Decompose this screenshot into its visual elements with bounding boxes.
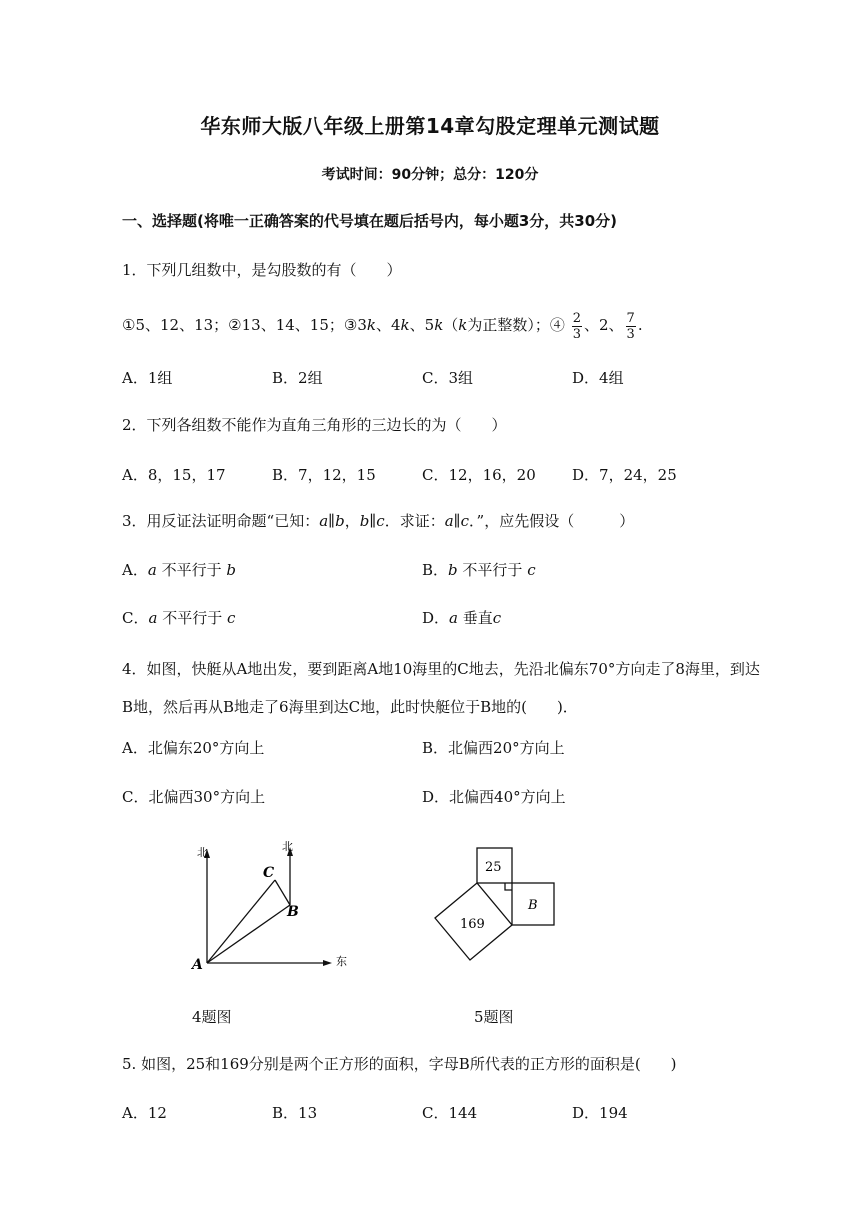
q1-k1: k — [366, 316, 376, 334]
q3-c-var2: c — [227, 609, 236, 627]
frac1-denominator: 3 — [572, 326, 581, 342]
q3-c1: c — [376, 512, 385, 530]
q4-option-c: C．北偏西30°方向上 — [122, 788, 266, 806]
figure-5-diagram — [425, 840, 565, 970]
q5-option-d: D．194 — [572, 1104, 628, 1122]
question-4-stem: 4．如图，快艇从A地出发，要到距离A地10海里的C地去，先沿北偏东70°方向走了8海里，到达B地，然后再从B地走了6海里到达C地，此时快艇位于B地的( )． — [122, 660, 760, 716]
question-3-stem — [122, 510, 634, 531]
frac2-numerator: 7 — [626, 310, 635, 326]
figure-5-caption: 5题图 — [474, 1008, 514, 1026]
q2-option-d: D．7，24，25 — [572, 466, 677, 484]
q3-b1: b — [335, 512, 345, 530]
q3-a2: a — [444, 512, 454, 530]
q1-k3: k — [434, 316, 444, 334]
q1-option-b: B．2组 — [272, 369, 323, 387]
q2-option-c: C．12，16，20 — [422, 466, 536, 484]
q1-option-d: D．4组 — [572, 369, 624, 387]
q3-prove: 求证： — [399, 512, 445, 530]
exam-info: 考试时间：90分钟；总分：120分 — [321, 167, 539, 183]
q3-c-label: C． — [122, 609, 149, 627]
q5-option-c: C．144 — [422, 1104, 478, 1122]
q1-option-c: C．3组 — [422, 369, 474, 387]
label-point-c: C — [263, 865, 275, 881]
q5-option-b: B．13 — [272, 1104, 318, 1122]
q3-b-label: B． — [422, 561, 449, 579]
figure-4-diagram — [180, 835, 360, 975]
q3-d-text: 垂直 — [462, 609, 493, 627]
q3-comma: ， — [344, 512, 360, 530]
q3-par3: ∥ — [453, 512, 461, 530]
label-169: 169 — [460, 917, 485, 932]
frac2-denominator: 3 — [626, 326, 635, 342]
label-north-2: 北 — [282, 840, 293, 853]
question-1-items — [122, 310, 643, 342]
q1-option-a: A．1组 — [122, 369, 173, 387]
q1-k2: k — [400, 316, 410, 334]
fraction-seven-thirds — [626, 311, 636, 342]
q1-k-note: 为正整数）；④ — [467, 316, 565, 334]
q1-sep3: 、 — [583, 316, 599, 334]
q1-sep1: 、 — [375, 316, 391, 334]
label-north-1: 北 — [197, 846, 208, 859]
document-title: 华东师大版八年级上册第14章勾股定理单元测试题 — [200, 114, 660, 138]
label-25: 25 — [485, 860, 502, 875]
q1-num4: 4 — [390, 316, 401, 334]
q3-a-var1: a — [147, 561, 157, 579]
frac1-numerator: 2 — [572, 310, 581, 326]
figure-4-caption: 4题图 — [192, 1008, 232, 1026]
segment-ac — [207, 880, 275, 963]
q3-a-text: 不平行于 — [161, 561, 222, 579]
q2-option-a: A．8，15，17 — [122, 466, 226, 484]
q3-b-var2: c — [527, 561, 536, 579]
q3-option-b — [422, 559, 536, 580]
q1-sep2: 、 — [409, 316, 425, 334]
question-2-stem: 2．下列各组数不能作为直角三角形的三边长的为（ ） — [122, 416, 507, 434]
question-5-stem: 5. 如图，25和169分别是两个正方形的面积，字母B所代表的正方形的面积是( ) — [122, 1055, 677, 1073]
q3-d-var1: a — [449, 609, 458, 627]
q3-c-text: 不平行于 — [162, 609, 223, 627]
q3-stem-end: ”，应先假设（ ） — [476, 512, 635, 530]
label-east: 东 — [336, 955, 347, 968]
q3-a1: a — [319, 512, 329, 530]
q3-option-c — [122, 607, 235, 628]
q3-c-var1: a — [148, 609, 158, 627]
q4-option-a: A．北偏东20°方向上 — [122, 739, 265, 757]
q3-period2: ． — [469, 512, 477, 530]
right-angle-mark — [505, 883, 512, 890]
q5-option-a: A．12 — [122, 1104, 167, 1122]
q3-option-a — [122, 559, 236, 580]
q4-option-d: D．北偏西40°方向上 — [422, 788, 566, 806]
question-1-stem: 1．下列几组数中，是勾股数的有（ ） — [122, 261, 402, 279]
q1-items-part1: ①5、12、13；②13、14、15；③3 — [122, 316, 367, 334]
q3-d-label: D． — [422, 609, 450, 627]
q4-option-b: B．北偏西20°方向上 — [422, 739, 565, 757]
q3-b-text: 不平行于 — [462, 561, 523, 579]
q1-end: . — [637, 316, 643, 334]
q3-par2: ∥ — [369, 512, 377, 530]
q3-d-var2: c — [492, 609, 502, 627]
q2-option-b: B．7，12，15 — [272, 466, 376, 484]
label-point-a: A — [192, 957, 203, 973]
segment-ab — [207, 905, 290, 963]
label-b: B — [528, 898, 538, 913]
q3-a-label: A． — [122, 561, 148, 579]
q3-period1: ． — [384, 512, 400, 530]
q1-num5: 5 — [424, 316, 435, 334]
q3-a-var2: b — [226, 561, 236, 579]
q3-b2: b — [359, 512, 370, 530]
q3-c2: c — [460, 512, 470, 530]
east-arrow — [323, 960, 332, 966]
fraction-two-thirds — [572, 311, 582, 342]
q1-num2: 2 — [598, 316, 609, 334]
q3-stem-start: 3．用反证法证明命题“已知： — [122, 512, 320, 530]
label-point-b: B — [287, 904, 299, 920]
q3-b-var1: b — [448, 561, 458, 579]
q1-sep4: 、 — [608, 316, 624, 334]
q1-k4: k — [458, 316, 468, 334]
q3-option-d — [422, 607, 501, 628]
section-heading: 一、选择题(将唯一正确答案的代号填在题后括号内，每小题3分，共30分) — [122, 212, 618, 230]
q1-paren: （ — [443, 316, 459, 334]
segment-bc — [275, 880, 290, 905]
q3-par1: ∥ — [328, 512, 336, 530]
